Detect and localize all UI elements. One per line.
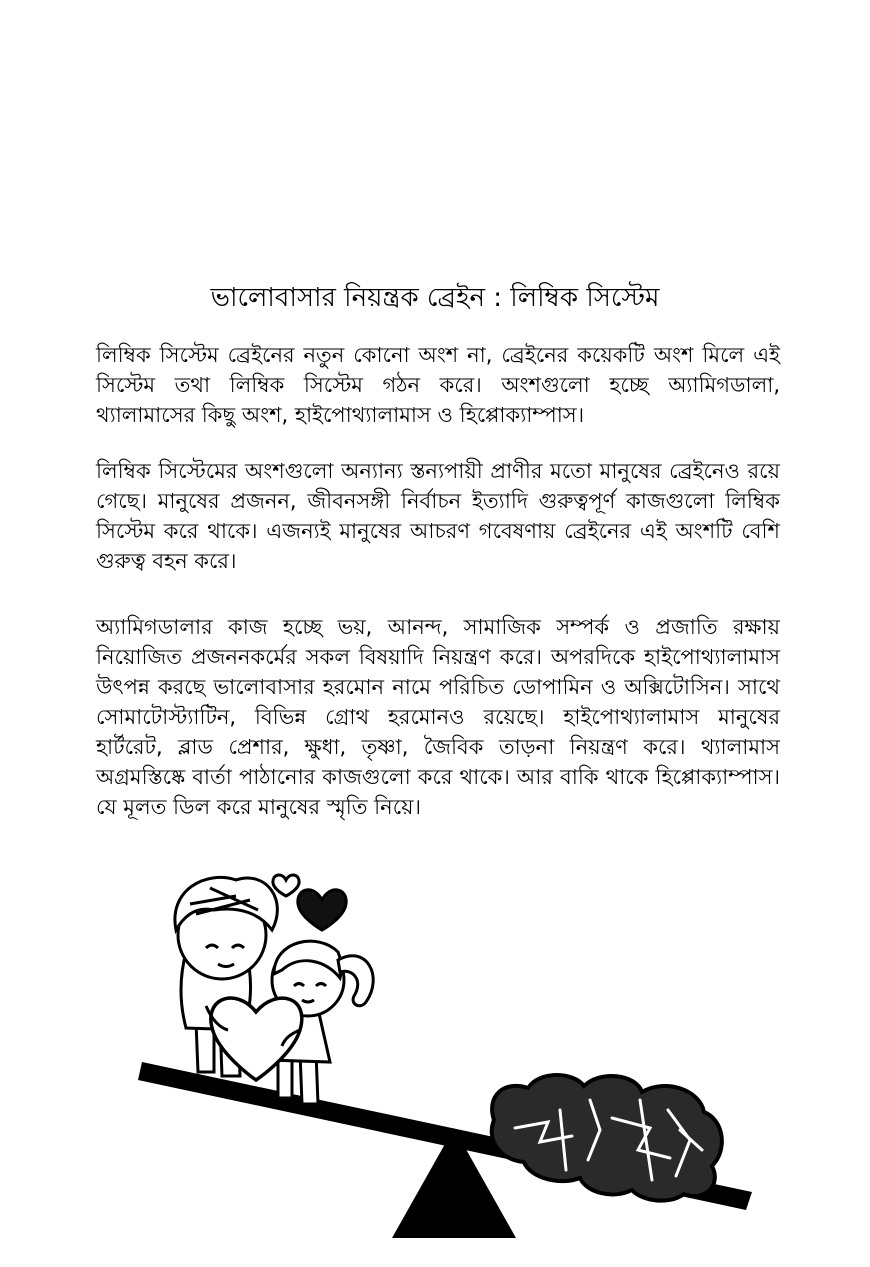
paragraph-2: লিম্বিক সিস্টেমের অংশগুলো অন্যান্য স্তন্যপায়ী প্রাণীর মতো মানুষের ব্রেইনেও রয়ে গেছে। মানুষের প্রজনন, জীবনসঙ্গী নির্বাচন ইত্যাদি গুরুত্বপূর্ণ কাজগুলো লিম্বিক সিস্টেম করে থাকে। এজন্যই মানুষের আচরণ গবেষণায় ব্রেইনের এই অংশটি বেশি গুরুত্ব বহন করে। [96, 459, 780, 573]
page-title: ভালোবাসার নিয়ন্ত্রক ব্রেইন : লিম্বিক সিস্টেম [210, 283, 660, 313]
paragraph-3: অ্যামিগডালার কাজ হচ্ছে ভয়, আনন্দ, সামাজিক সম্পর্ক ও প্রজাতি রক্ষায় নিয়োজিত প্রজননকর্মের সকল বিষয়াদি নিয়ন্ত্রণ করে। অপরদিকে হাইপোথ্যালামাস উৎপন্ন করছে ভালোবাসার হরমোন নামে পরিচিত ডোপামিন ও অক্সিটোসিন। সাথে সোমাটোস্ট্যাটিন, বিভিন্ন গ্রোথ হরমোনও রয়েছে। হাইপোথ্যালামাস মানুষের হার্টরেট, ব্লাড প্রেশার, ক্ষুধা, তৃষ্ণা, জৈবিক তাড়না নিয়ন্ত্রণ করে। থ্যালামাস অগ্রমস্তিষ্কে বার্তা পাঠানোর কাজগুলো করে থাকে। আর বাকি থাকে হিপ্পোক্যাম্পাস। যে মূলত ডিল করে মানুষের স্মৃতি নিয়ে। [96, 615, 780, 819]
large-heart-icon [298, 890, 346, 930]
brain-icon [492, 1075, 722, 1201]
small-heart-icon [273, 875, 299, 896]
paragraph-1: লিম্বিক সিস্টেম ব্রেইনের নতুন কোনো অংশ না, ব্রেইনের কয়েকটি অংশ মিলে এই সিস্টেম তথা লিম্বিক সিস্টেম গঠন করে। অংশগুলো হচ্ছে অ্যামিগডালা, থ্যালামাসের কিছু অংশ, হাইপোথ্যালামাস ও হিপ্পোক্যাম্পাস। [96, 343, 780, 427]
